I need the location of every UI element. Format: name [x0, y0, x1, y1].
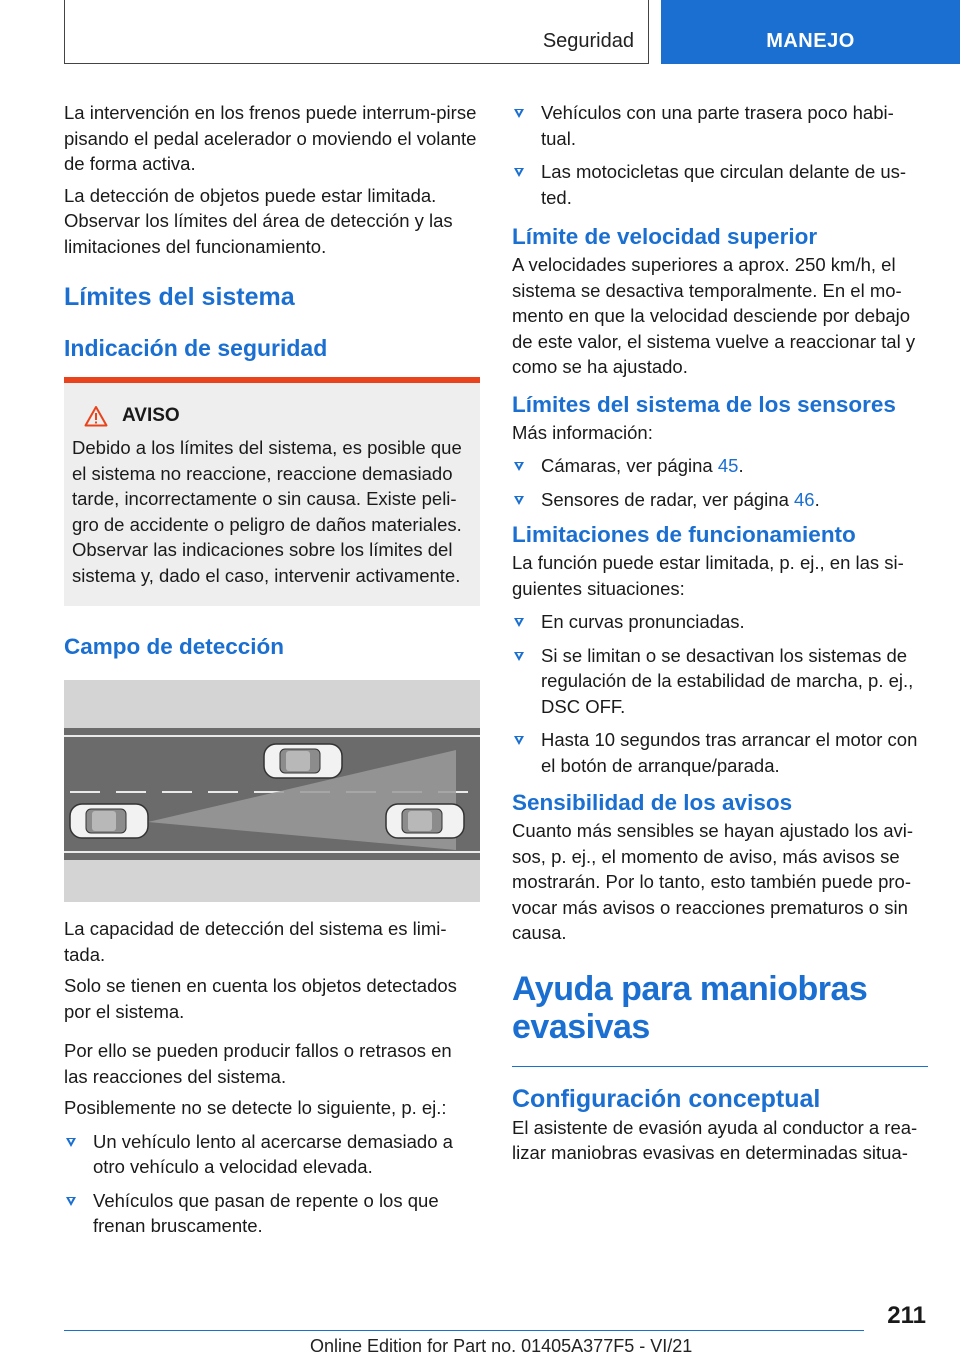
bullet-triangle-icon: [514, 462, 524, 471]
bullet-triangle-icon: [514, 109, 524, 118]
heading-sensor-limits: Límites del sistema de los sensores: [512, 391, 896, 417]
car-left: [70, 804, 148, 838]
warning-box: [64, 377, 480, 606]
paragraph: Cuanto más sensibles se hayan ajustado los avi-sos, p. ej., el momento de aviso, más avisos se mostrarán. Por lo tanto, esto también puede pro-vocar más avisos o reacciones prematuros o sin causa.: [512, 820, 914, 943]
list-item: Sensores de radar, ver página 46.: [512, 487, 928, 513]
limitations-list: [512, 609, 928, 778]
car-top: [264, 744, 342, 778]
bullet-triangle-icon: [514, 736, 524, 745]
header-section-box: [64, 0, 649, 64]
warning-header: [72, 405, 472, 427]
bullet-triangle-icon: [514, 496, 524, 505]
paragraph: A velocidades superiores a aprox. 250 km/h, el sistema se desactiva temporalmente. En el mo-mento en que la velocidad desciende por debajo de este valor, el sistema vuelve a reaccionar tal y como se ha ajustado.: [512, 254, 916, 377]
car-right: [386, 804, 464, 838]
warning-text: Debido a los límites del sistema, es posible que el sistema no reaccione, reaccione demasiado tarde, incorrectamente o sin causa. Existe peli-gro de accidente o peligro de daños materiales. Observar las indicaciones sobre los límites del sistema y, dado el caso, intervenir activamente.: [72, 437, 462, 586]
bullet-triangle-icon: [66, 1197, 76, 1206]
list-item: Si se limitan o se desactivan los sistemas de regulación de la estabilidad de marcha, p. ej., DSC OFF.: [512, 643, 928, 720]
page-link[interactable]: 46: [794, 488, 815, 510]
page-link[interactable]: 45: [717, 455, 739, 476]
warning-title: AVISO: [122, 405, 180, 426]
paragraph: Posiblemente no se detecte lo siguiente, p. ej.:: [64, 1097, 447, 1118]
list-item: Vehículos con una parte trasera poco habi-tual.: [512, 100, 928, 151]
footer-edition: Online Edition for Part no. 01405A377F5 - VI/21: [310, 1336, 693, 1356]
paragraph: El asistente de evasión ayuda al conductor a rea-lizar maniobras evasivas en determinadas situa-: [512, 1116, 918, 1163]
list-item: Vehículos que pasan de repente o los que frenan bruscamente.: [64, 1188, 480, 1239]
heading-limits: Límites del sistema: [64, 283, 295, 311]
bullet-triangle-icon: [66, 1138, 76, 1147]
right-column: [512, 100, 928, 1172]
paragraph: La intervención en los frenos puede interrum-pirse pisando el pedal acelerador o moviendo el volante de forma activa.: [64, 102, 477, 174]
list-item: Las motocicletas que circulan delante de us-ted.: [512, 159, 928, 210]
bullet-triangle-icon: [514, 168, 524, 177]
paragraph: La detección de objetos puede estar limitada. Observar los límites del área de detección y las limitaciones del funcionamiento.: [64, 184, 453, 257]
bullet-triangle-icon: [514, 618, 524, 627]
heading-detection-field: Campo de detección: [64, 634, 285, 659]
heading-speed-limit: Límite de velocidad superior: [512, 224, 818, 249]
heading-evasive-assist: Ayuda para maniobras evasivas: [512, 969, 868, 1046]
left-column: [64, 100, 480, 1247]
heading-sensitivity: Sensibilidad de los avisos: [512, 790, 793, 815]
heading-concept: Configuración conceptual: [512, 1084, 821, 1113]
list-item: Un vehículo lento al acercarse demasiado a otro vehículo a velocidad elevada.: [64, 1129, 480, 1180]
road-diagram: [64, 680, 480, 902]
section-divider: [512, 1066, 928, 1067]
bullet-triangle-icon: [514, 652, 524, 661]
heading-limitations: Limitaciones de funcionamiento: [512, 522, 856, 547]
header-section-title: Seguridad: [542, 30, 634, 52]
list-item: En curvas pronunciadas.: [512, 609, 928, 635]
paragraph: Más información:: [512, 421, 653, 443]
header-chapter-label: MANEJO: [766, 30, 855, 52]
undetected-list-continued: [512, 100, 928, 210]
warning-triangle-icon: [84, 405, 108, 427]
sensor-list: [512, 453, 928, 512]
detection-field-illustration: [64, 680, 480, 902]
list-item: Hasta 10 segundos tras arrancar el motor con el botón de arranque/parada.: [512, 727, 928, 778]
page-number: 211: [887, 1302, 926, 1329]
paragraph: Solo se tienen en cuenta los objetos detectados por el sistema.: [64, 975, 457, 1022]
list-item: Cámaras, ver página 45.: [512, 453, 928, 479]
heading-safety: Indicación de seguridad: [64, 335, 328, 361]
paragraph: Por ello se pueden producir fallos o retrasos en las reacciones del sistema.: [64, 1040, 452, 1087]
undetected-list: [64, 1129, 480, 1239]
paragraph: La capacidad de detección del sistema es limi-tada.: [64, 918, 447, 965]
header-chapter-tab: [661, 0, 960, 64]
paragraph: La función puede estar limitada, p. ej., en las si-guientes situaciones:: [512, 552, 904, 599]
footer-divider: [64, 1330, 864, 1331]
